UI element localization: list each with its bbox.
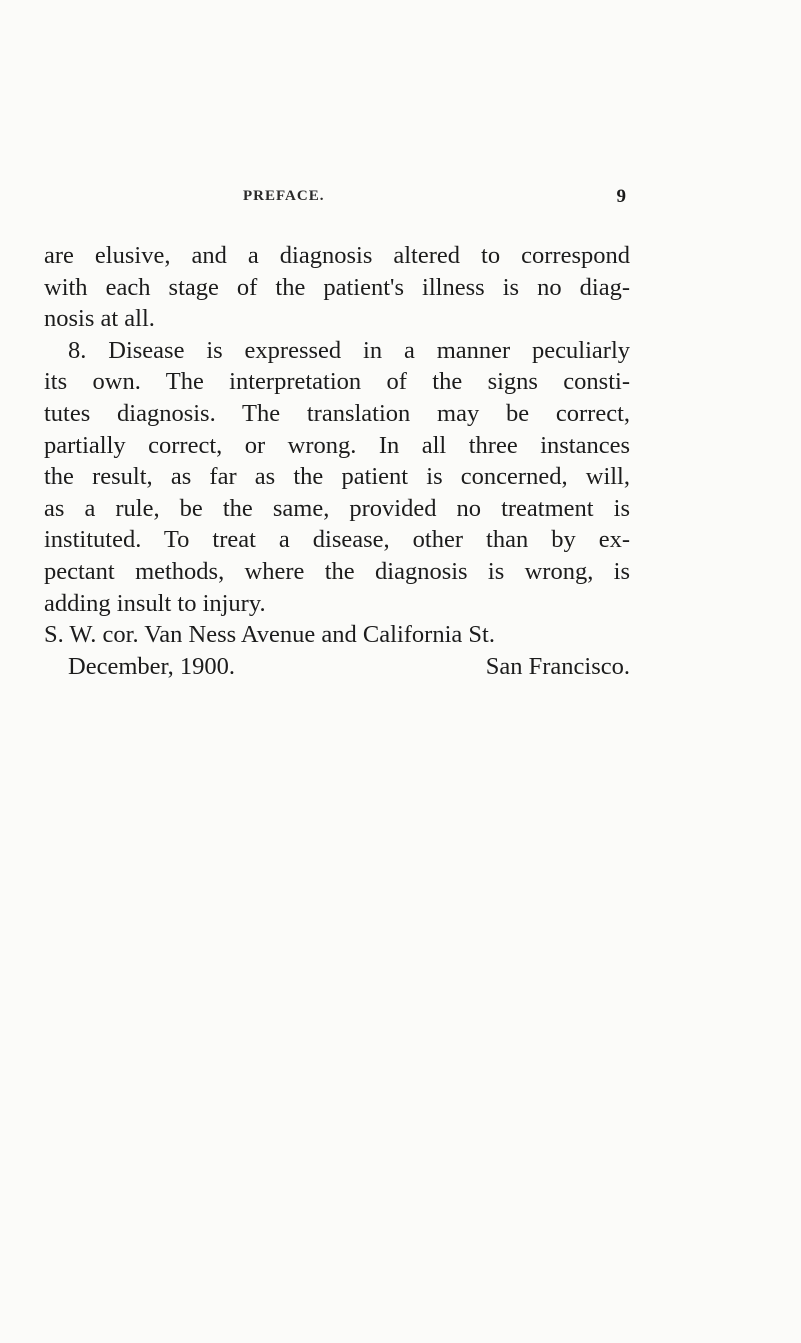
body-text bbox=[44, 240, 630, 682]
text-line: 8. Disease is expressed in a manner peculiarly bbox=[68, 336, 630, 364]
text-line: its own. The interpretation of the signs consti- bbox=[44, 368, 630, 396]
signature-dateline bbox=[44, 651, 630, 683]
page-number: 9 bbox=[616, 186, 626, 207]
running-head bbox=[243, 186, 626, 210]
signature-date: December, 1900. bbox=[68, 652, 236, 680]
running-title: PREFACE. bbox=[243, 188, 325, 204]
text-line: nosis at all. bbox=[44, 305, 155, 333]
signature-address: S. W. cor. Van Ness Avenue and California St. bbox=[44, 621, 495, 649]
text-line: instituted. To treat a disease, other than by ex- bbox=[44, 526, 630, 554]
text-line: are elusive, and a diagnosis altered to correspond bbox=[44, 242, 630, 269]
text-line: tutes diagnosis. The translation may be correct, bbox=[44, 399, 630, 427]
text-line: the result, as far as the patient is concerned, will, bbox=[44, 463, 630, 491]
text-line: adding insult to injury. bbox=[44, 589, 266, 617]
signature-city: San Francisco. bbox=[485, 652, 630, 680]
text-line: as a rule, be the same, provided no treatment is bbox=[44, 494, 630, 522]
text-line: with each stage of the patient's illness is no diag- bbox=[44, 273, 630, 301]
text-line: partially correct, or wrong. In all three instances bbox=[44, 431, 630, 459]
text-line: pectant methods, where the diagnosis is wrong, is bbox=[44, 557, 630, 585]
